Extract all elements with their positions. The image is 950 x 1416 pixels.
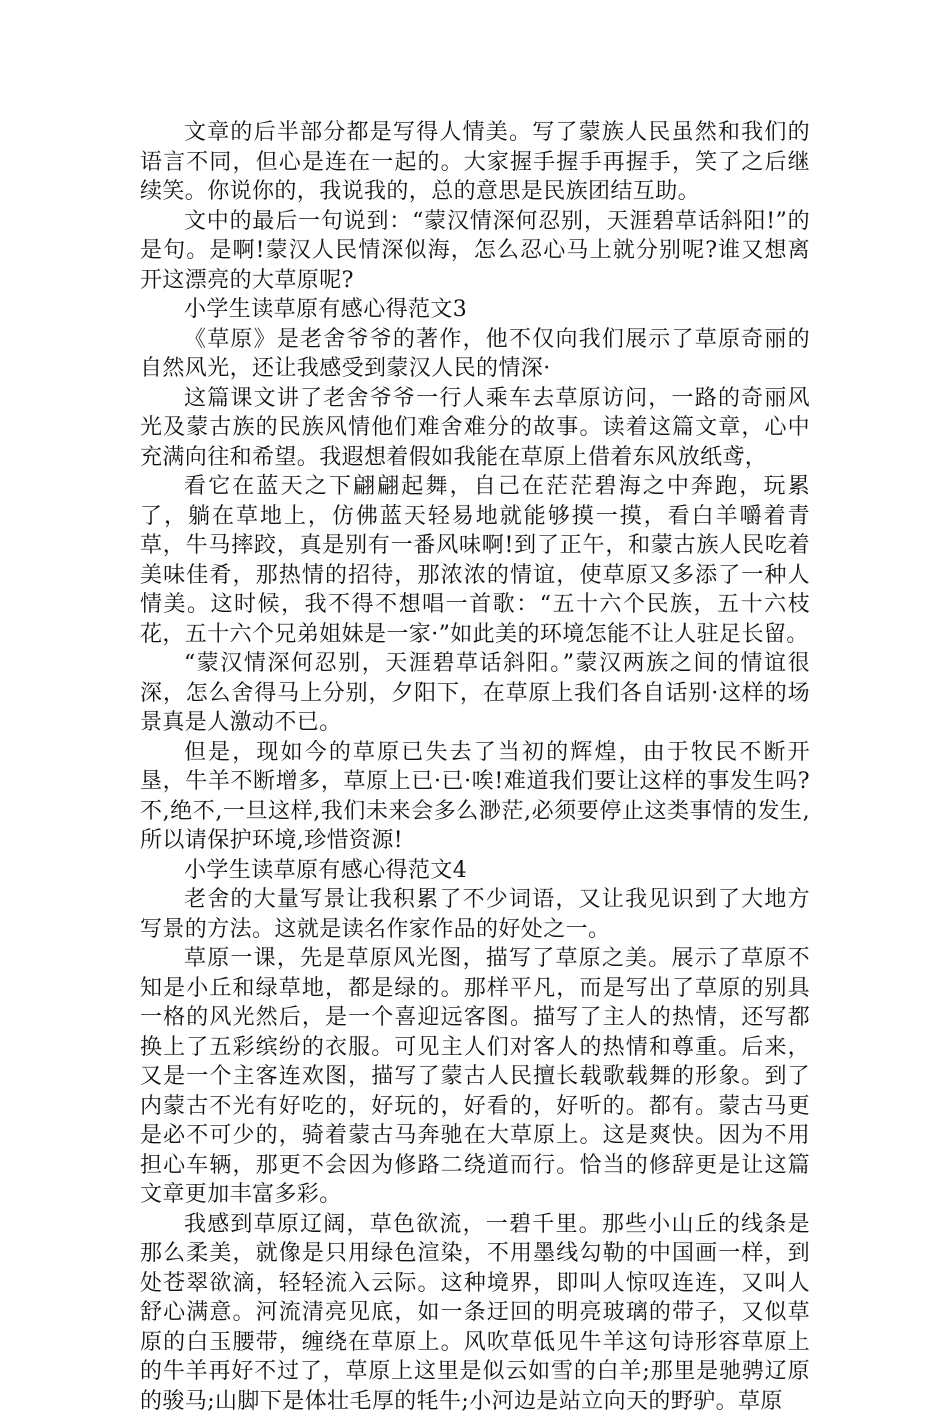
paragraph: 文中的最后一句说到：“蒙汉情深何忍别，天涯碧草话斜阳!”的是句。是啊!蒙汉人民情深似海，怎么忍心马上就分别呢?谁又想离开这漂亮的大草原呢? (140, 207, 810, 296)
paragraph: 看它在蓝天之下翩翩起舞，自己在茫茫碧海之中奔跑，玩累了，躺在草地上，仿佛蓝天轻易地就能够摸一摸，看白羊嚼着青草，牛马摔跤，真是别有一番风味啊!到了正午，和蒙古族人民吃着美味佳肴，那热情的招待，那浓浓的情谊，使草原又多添了一种人情美。这时候，我不得不想唱一首歌：“五十六个民族，五十六枝花，五十六个兄弟姐妹是一家·”如此美的环境怎能不让人驻足长留。 (140, 472, 810, 649)
paragraph: 老舍的大量写景让我积累了不少词语，又让我见识到了大地方写景的方法。这就是读名作家作品的好处之一。 (140, 885, 810, 944)
document-page (140, 118, 810, 1416)
paragraph: “蒙汉情深何忍别，天涯碧草话斜阳。”蒙汉两族之间的情谊很深，怎么舍得马上分别，夕阳下，在草原上我们各自话别·这样的场景真是人激动不已。 (140, 649, 810, 738)
section-heading: 小学生读草原有感心得范文4 (140, 856, 810, 886)
paragraph: 文章的后半部分都是写得人情美。写了蒙族人民虽然和我们的语言不同，但心是连在一起的。大家握手握手再握手，笑了之后继续笑。你说你的，我说我的，总的意思是民族团结互助。 (140, 118, 810, 207)
paragraph: 我感到草原辽阔，草色欲流，一碧千里。那些小山丘的线条是那么柔美，就像是只用绿色渲染，不用墨线勾勒的中国画一样，到处苍翠欲滴，轻轻流入云际。这种境界，即叫人惊叹连连，又叫人舒心满意。河流清亮见底，如一条迂回的明亮玻璃的带子，又似草原的白玉腰带，缠绕在草原上。风吹草低见牛羊这句诗形容草原上的牛羊再好不过了，草原上这里是似云如雪的白羊;那里是驰骋辽原的骏马;山脚下是体壮毛厚的牦牛;小河边是站立向天的野驴。草原 (140, 1210, 810, 1416)
paragraph: 但是，现如今的草原已失去了当初的辉煌，由于牧民不断开垦，牛羊不断增多，草原上已·已·唉!难道我们要让这样的事发生吗?不,绝不,一旦这样,我们未来会多么渺茫,必须要停止这类事情的发生,所以请保护环境,珍惜资源! (140, 738, 810, 856)
paragraph: 草原一课，先是草原风光图，描写了草原之美。展示了草原不知是小丘和绿草地，都是绿的。那样平凡，而是写出了草原的别具一格的风光然后，是一个喜迎远客图。描写了主人的热情，还写都换上了五彩缤纷的衣服。可见主人们对客人的热情和尊重。后来，又是一个主客连欢图，描写了蒙古人民擅长载歌载舞的形象。到了内蒙古不光有好吃的，好玩的，好看的，好听的。都有。蒙古马更是必不可少的，骑着蒙古马奔驰在大草原上。这是爽快。因为不用担心车辆，那更不会因为修路二绕道而行。恰当的修辞更是让这篇文章更加丰富多彩。 (140, 944, 810, 1210)
paragraph: 《草原》是老舍爷爷的著作，他不仅向我们展示了草原奇丽的自然风光，还让我感受到蒙汉人民的情深· (140, 325, 810, 384)
paragraph: 这篇课文讲了老舍爷爷一行人乘车去草原访问，一路的奇丽风光及蒙古族的民族风情他们难舍难分的故事。读着这篇文章，心中充满向往和希望。我遐想着假如我能在草原上借着东风放纸鸢， (140, 384, 810, 473)
section-heading: 小学生读草原有感心得范文3 (140, 295, 810, 325)
